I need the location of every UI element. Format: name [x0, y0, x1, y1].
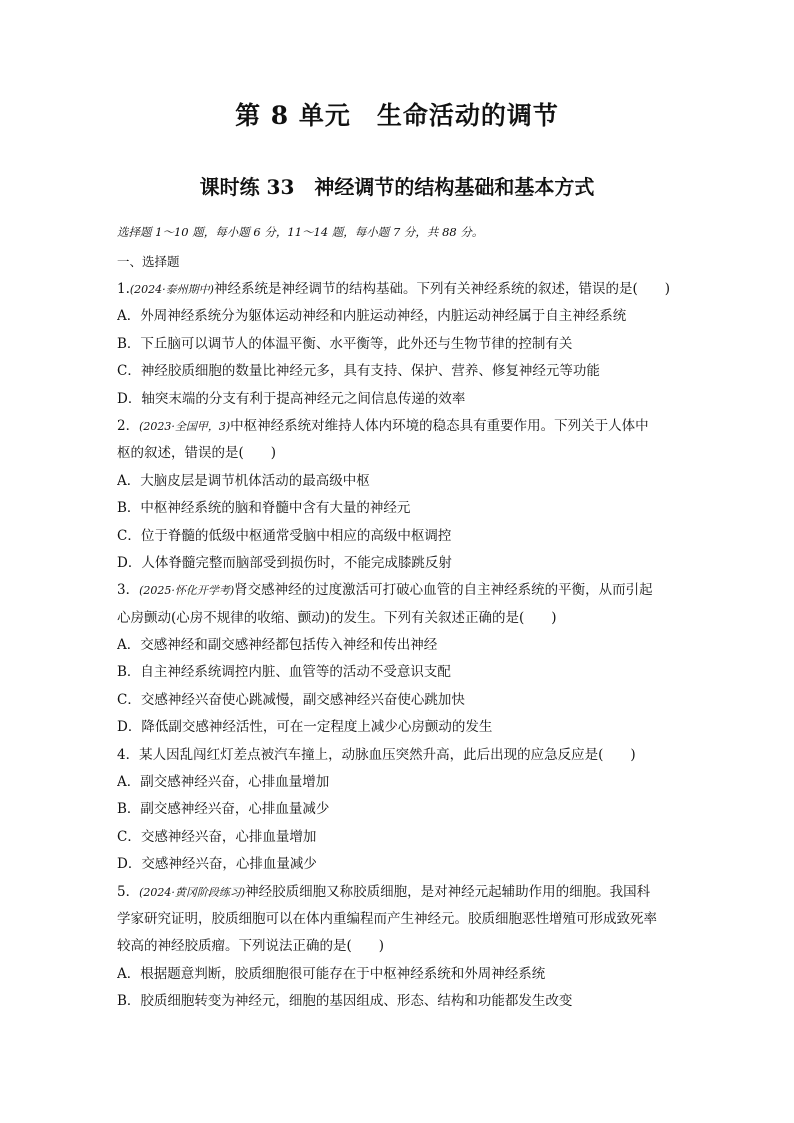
question-5	[117, 879, 687, 1016]
question-number: 2．	[117, 417, 140, 434]
answer-option: C．交感神经兴奋使心跳减慢，副交感神经兴奋使心跳加快	[117, 691, 465, 708]
answer-option: B．副交感神经兴奋，心排血量减少	[117, 801, 330, 818]
question-source: (2024·黄冈阶段练习)	[139, 885, 246, 899]
question-stem-text: 枢的叙述，错误的是( )	[117, 445, 277, 462]
answer-option: C．位于脊髓的低级中枢通常受脑中相应的高级中枢调控	[117, 527, 452, 544]
question-1	[117, 276, 687, 413]
question-source: (2023·全国甲，3)	[139, 419, 231, 433]
question-3	[117, 577, 687, 741]
question-stem	[117, 879, 687, 906]
answer-option: B．胶质细胞转变为神经元，细胞的基因组成、形态、结构和功能都发生改变	[117, 993, 573, 1010]
unit-title: 第 8 单元 生命活动的调节	[235, 101, 559, 130]
question-stem	[117, 742, 687, 769]
question-stem-text: 学家研究证明，胶质细胞可以在体内重编程而产生神经元。胶质细胞恶性增殖可形成致死率	[117, 910, 657, 927]
section-heading: 一、选择题	[117, 254, 180, 269]
answer-option: D．轴突末端的分支有利于提高神经元之间信息传递的效率	[117, 390, 466, 407]
question-stem-text: 神经系统是神经调节的结构基础。下列有关神经系统的叙述，错误的是( )	[213, 281, 671, 297]
answer-option: A．副交感神经兴奋，心排血量增加	[117, 774, 330, 791]
answer-option: A．外周神经系统分为躯体运动神经和内脏运动神经，内脏运动神经属于自主神经系统	[117, 308, 627, 325]
answer-option: A．交感神经和副交感神经都包括传入神经和传出神经	[117, 637, 438, 654]
question-stem-continued	[117, 906, 687, 933]
question-stem-continued	[117, 605, 687, 632]
question-stem	[117, 413, 687, 440]
question-number: 5．	[117, 883, 140, 900]
answer-option: B．下丘脑可以调节人的体温平衡、水平衡等，此外还与生物节律的控制有关	[117, 335, 573, 352]
question-number: 3．	[117, 582, 140, 599]
question-stem-text: 心房颤动(心房不规律的收缩、颤动)的发生。下列有关叙述正确的是( )	[117, 609, 557, 626]
answer-option: C．交感神经兴奋，心排血量增加	[117, 828, 317, 845]
question-stem	[117, 276, 687, 303]
question-stem-continued	[117, 933, 687, 960]
question-4	[117, 742, 687, 879]
question-number: 4．	[117, 746, 140, 763]
question-stem-continued	[117, 440, 687, 467]
question-number: 1.	[117, 281, 130, 297]
question-stem-text: 较高的神经胶质瘤。下列说法正确的是( )	[117, 938, 385, 955]
question-source: (2024·泰州期中)	[129, 283, 214, 296]
question-stem-text: 神经胶质细胞又称胶质细胞，是对神经元起辅助作用的细胞。我国科	[245, 883, 651, 900]
question-stem-text: 中枢神经系统对维持人体内环境的稳态具有重要作用。下列关于人体中	[230, 417, 649, 434]
answer-option: B．中枢神经系统的脑和脊髓中含有大量的神经元	[117, 500, 411, 517]
question-2	[117, 413, 687, 577]
scoring-instructions: 选择题 1～10 题，每小题 6 分，11～14 题，每小题 7 分，共 88 分。	[117, 225, 484, 239]
answer-option: D．交感神经兴奋，心排血量减少	[117, 856, 317, 873]
answer-option: A．大脑皮层是调节机体活动的最高级中枢	[117, 472, 370, 489]
answer-option: B．自主神经系统调控内脏、血管等的活动不受意识支配	[117, 664, 451, 681]
question-stem-text: 肾交感神经的过度激活可打破心血管的自主神经系统的平衡，从而引起	[234, 582, 653, 599]
answer-option: D．降低副交感神经活性，可在一定程度上减少心房颤动的发生	[117, 719, 493, 736]
question-stem-text: 某人因乱闯红灯差点被汽车撞上，动脉血压突然升高，此后出现的应急反应是( )	[139, 746, 636, 763]
lesson-title: 课时练 33 神经调节的结构基础和基本方式	[199, 175, 595, 199]
answer-option: C．神经胶质细胞的数量比神经元多，具有支持、保护、营养、修复神经元等功能	[117, 363, 600, 380]
question-stem	[117, 577, 687, 604]
question-list	[117, 276, 687, 1016]
answer-option: D．人体脊髓完整而脑部受到损伤时，不能完成膝跳反射	[117, 554, 452, 571]
question-source: (2025·怀化开学考)	[139, 584, 235, 598]
answer-option: A．根据题意判断，胶质细胞很可能存在于中枢神经系统和外周神经系统	[117, 965, 546, 982]
